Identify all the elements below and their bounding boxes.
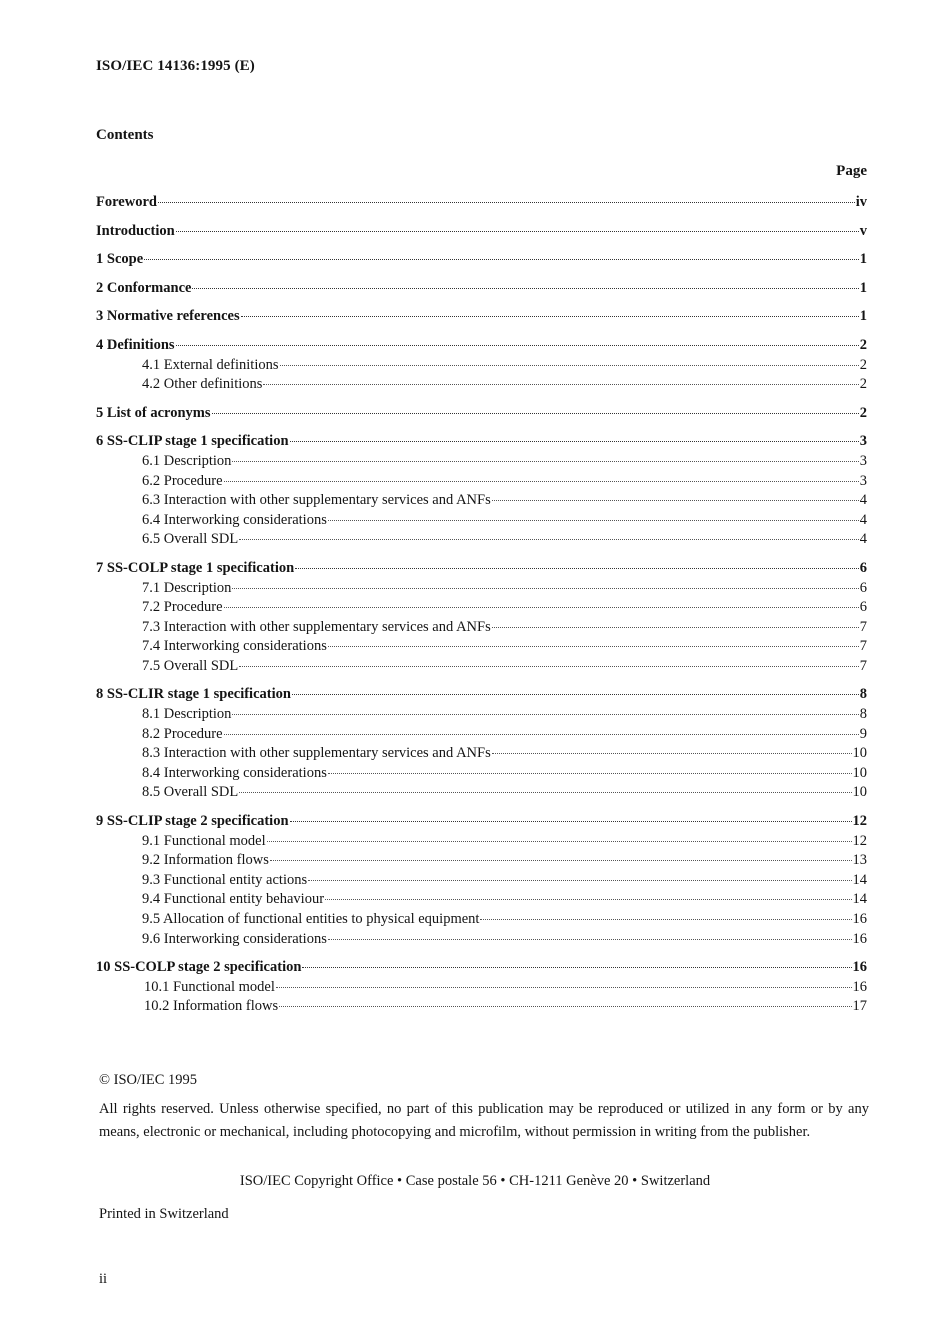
toc-subentry-label: 6.2 Procedure <box>142 472 223 489</box>
toc-entry <box>96 404 867 424</box>
toc-subentry-page: 17 <box>852 998 867 1015</box>
toc-subentry <box>96 491 867 511</box>
toc-section <box>96 222 867 242</box>
dot-leader <box>176 341 859 346</box>
toc-section <box>96 432 867 550</box>
dot-leader <box>232 710 858 715</box>
toc-subentry-label: 6.5 Overall SDL <box>142 531 239 548</box>
toc-entry-label: Foreword <box>96 194 157 210</box>
toc-entry <box>96 432 867 452</box>
toc-entry <box>96 559 867 579</box>
toc-subentry-label: 9.6 Interworking considerations <box>142 930 327 947</box>
toc-entry-label: 3 Normative references <box>96 308 240 325</box>
toc-entry <box>96 279 867 299</box>
dot-leader <box>224 603 859 608</box>
toc-subentry <box>96 997 867 1017</box>
toc-subentry <box>96 764 867 784</box>
toc-entry <box>96 307 867 327</box>
toc-subentry <box>96 851 867 871</box>
toc-entry-label: 4 Definitions <box>96 336 175 353</box>
toc-subentry <box>96 375 867 395</box>
toc-subentry-label: 7.1 Description <box>142 579 232 596</box>
dot-leader <box>232 457 858 462</box>
toc-subentry-page: 16 <box>852 930 867 947</box>
toc-entry-page: 16 <box>852 959 867 976</box>
toc-subentry-label: 8.2 Procedure <box>142 725 223 742</box>
dot-leader <box>328 769 852 774</box>
dot-leader <box>280 361 859 366</box>
toc-subentry-label: 7.5 Overall SDL <box>142 657 239 674</box>
dot-leader <box>302 963 851 968</box>
toc-entry-label: 7 SS-COLP stage 1 specification <box>96 559 295 576</box>
dot-leader <box>290 437 859 442</box>
dot-leader <box>292 690 859 695</box>
dot-leader <box>328 642 859 647</box>
toc-subentry <box>96 472 867 492</box>
toc-subentry <box>96 744 867 764</box>
toc-subentry-label: 10.1 Functional model <box>144 978 275 995</box>
toc-subentry <box>96 637 867 657</box>
toc-subentry-label: 6.4 Interworking considerations <box>142 511 327 528</box>
toc-entry-page: 12 <box>852 813 867 830</box>
toc-subentry-label: 9.4 Functional entity behaviour <box>142 891 325 908</box>
toc-subentry-label: 4.1 External definitions <box>142 356 279 373</box>
toc-subentry-label: 8.4 Interworking considerations <box>142 764 327 781</box>
toc-subentry <box>96 618 867 638</box>
dot-leader <box>144 255 859 260</box>
toc-subentry-page: 3 <box>859 472 867 489</box>
dot-leader <box>263 380 858 385</box>
toc-subentry <box>96 871 867 891</box>
dot-leader <box>239 662 859 667</box>
toc-subentry <box>96 783 867 803</box>
toc-subentry <box>96 511 867 531</box>
toc-subentry-page: 8 <box>859 706 867 723</box>
toc-section <box>96 307 867 327</box>
toc-subentry-label: 8.5 Overall SDL <box>142 784 239 801</box>
toc-entry-page: 2 <box>859 404 867 421</box>
toc-subentry-page: 7 <box>859 618 867 635</box>
toc-subentry <box>96 910 867 930</box>
toc-subentry-page: 14 <box>852 871 867 888</box>
toc-subentry-page: 12 <box>852 832 867 849</box>
toc-subentry-page: 2 <box>859 356 867 373</box>
toc-entry <box>96 250 867 270</box>
rights-statement: All rights reserved. Unless otherwise specified, no part of this publication may be reproduced or utilized in any form or by any means, electronic or mechanical, including photocopying and microfilm, without permission in writing from the publisher. <box>99 1101 869 1140</box>
dot-leader <box>239 788 851 793</box>
toc-entry-page: 6 <box>859 559 867 576</box>
toc-section <box>96 958 867 1017</box>
toc-entry <box>96 812 867 832</box>
dot-leader <box>267 837 852 842</box>
toc-subentry-label: 7.2 Procedure <box>142 599 223 616</box>
toc-subentry-page: 10 <box>852 764 867 781</box>
toc-entry <box>96 222 867 242</box>
toc-entry-label: 1 Scope <box>96 251 144 268</box>
contents-heading: Contents <box>96 127 154 143</box>
toc-subentry-label: 6.3 Interaction with other supplementary services and ANFs <box>142 492 491 509</box>
toc-section <box>96 685 867 803</box>
table-of-contents <box>96 193 867 1026</box>
toc-subentry-page: 16 <box>852 911 867 927</box>
dot-leader <box>279 1002 851 1007</box>
toc-subentry-page: 13 <box>852 852 867 869</box>
toc-subentry-page: 6 <box>859 599 867 616</box>
toc-subentry-page: 16 <box>852 978 867 995</box>
page-number: ii <box>99 1271 108 1287</box>
dot-leader <box>492 749 852 754</box>
toc-section <box>96 559 867 677</box>
page-column-label: Page <box>836 163 867 179</box>
dot-leader <box>176 227 859 232</box>
toc-section <box>96 250 867 270</box>
toc-entry-page: 2 <box>859 336 867 353</box>
toc-subentry-page: 9 <box>859 725 867 742</box>
toc-subentry <box>96 705 867 725</box>
toc-entry <box>96 958 867 978</box>
toc-section <box>96 404 867 424</box>
toc-entry <box>96 685 867 705</box>
toc-subentry-page: 7 <box>859 638 867 655</box>
toc-entry-page: 8 <box>859 686 867 703</box>
toc-subentry-page: 10 <box>852 745 867 762</box>
toc-subentry <box>96 452 867 472</box>
toc-subentry <box>96 356 867 376</box>
dot-leader <box>295 564 859 569</box>
dot-leader <box>212 409 859 414</box>
dot-leader <box>328 516 859 521</box>
dot-leader <box>492 496 859 501</box>
toc-entry-page: 1 <box>859 251 867 268</box>
toc-subentry-label: 4.2 Other definitions <box>142 376 263 393</box>
toc-subentry-page: 4 <box>859 511 867 528</box>
toc-subentry <box>96 890 867 910</box>
toc-subentry-page: 4 <box>859 492 867 509</box>
dot-leader <box>158 198 855 203</box>
toc-section <box>96 279 867 299</box>
dot-leader <box>325 895 851 900</box>
document-header: ISO/IEC 14136:1995 (E) <box>96 58 255 74</box>
toc-subentry <box>96 530 867 550</box>
toc-subentry <box>96 579 867 599</box>
toc-subentry-page: 7 <box>859 657 867 674</box>
toc-subentry-page: 6 <box>859 579 867 596</box>
toc-entry-label: 8 SS-CLIR stage 1 specification <box>96 686 291 703</box>
toc-entry-page: 3 <box>859 433 867 450</box>
dot-leader <box>270 856 852 861</box>
toc-subentry-page: 4 <box>859 531 867 548</box>
dot-leader <box>224 477 859 482</box>
toc-subentry-page: 2 <box>859 376 867 393</box>
dot-leader <box>290 817 852 822</box>
toc-entry-label: 9 SS-CLIP stage 2 specification <box>96 813 289 830</box>
toc-subentry-label: 9.1 Functional model <box>142 832 266 849</box>
toc-entry-page: 1 <box>859 308 867 325</box>
dot-leader <box>224 730 859 735</box>
toc-subentry <box>96 725 867 745</box>
dot-leader <box>480 915 851 920</box>
toc-subentry-label: 6.1 Description <box>142 452 232 469</box>
toc-entry-label: Introduction <box>96 222 175 239</box>
toc-entry-label: 10 SS-COLP stage 2 specification <box>96 959 302 976</box>
dot-leader <box>192 284 858 289</box>
copyright-office-address: ISO/IEC Copyright Office • Case postale 56 • CH-1211 Genève 20 • Switzerland <box>239 1173 711 1189</box>
toc-subentry-label: 7.4 Interworking considerations <box>142 638 327 655</box>
toc-subentry-page: 14 <box>852 891 867 908</box>
toc-subentry <box>96 598 867 618</box>
toc-subentry-label: 10.2 Information flows <box>144 998 279 1015</box>
toc-subentry <box>96 832 867 852</box>
toc-subentry <box>96 930 867 950</box>
dot-leader <box>276 983 852 988</box>
printed-in: Printed in Switzerland <box>99 1206 229 1222</box>
toc-entry-page: iv <box>855 194 867 210</box>
dot-leader <box>308 876 851 881</box>
toc-subentry-label: 7.3 Interaction with other supplementary services and ANFs <box>142 618 491 635</box>
toc-subentry-page: 3 <box>859 452 867 469</box>
toc-section <box>96 812 867 949</box>
copyright-notice: © ISO/IEC 1995 <box>99 1072 198 1088</box>
toc-entry-label: 5 List of acronyms <box>96 404 211 421</box>
toc-subentry-label: 9.2 Information flows <box>142 852 269 869</box>
dot-leader <box>492 623 859 628</box>
toc-subentry-page: 10 <box>852 784 867 801</box>
toc-entry-label: 6 SS-CLIP stage 1 specification <box>96 433 289 450</box>
toc-entry <box>96 193 867 213</box>
dot-leader <box>232 584 858 589</box>
toc-entry-page: 1 <box>859 279 867 296</box>
toc-subentry-label: 8.3 Interaction with other supplementary services and ANFs <box>142 745 491 762</box>
toc-subentry-label: 9.5 Allocation of functional entities to physical equipment <box>142 911 480 927</box>
toc-entry <box>96 336 867 356</box>
toc-section <box>96 193 867 213</box>
dot-leader <box>241 312 859 317</box>
toc-subentry <box>96 657 867 677</box>
toc-subentry-label: 9.3 Functional entity actions <box>142 871 308 888</box>
toc-entry-page: v <box>859 222 867 239</box>
toc-section <box>96 336 867 395</box>
toc-subentry-label: 8.1 Description <box>142 706 232 723</box>
dot-leader <box>239 535 859 540</box>
dot-leader <box>328 935 852 940</box>
toc-subentry <box>96 978 867 998</box>
toc-entry-label: 2 Conformance <box>96 279 192 296</box>
